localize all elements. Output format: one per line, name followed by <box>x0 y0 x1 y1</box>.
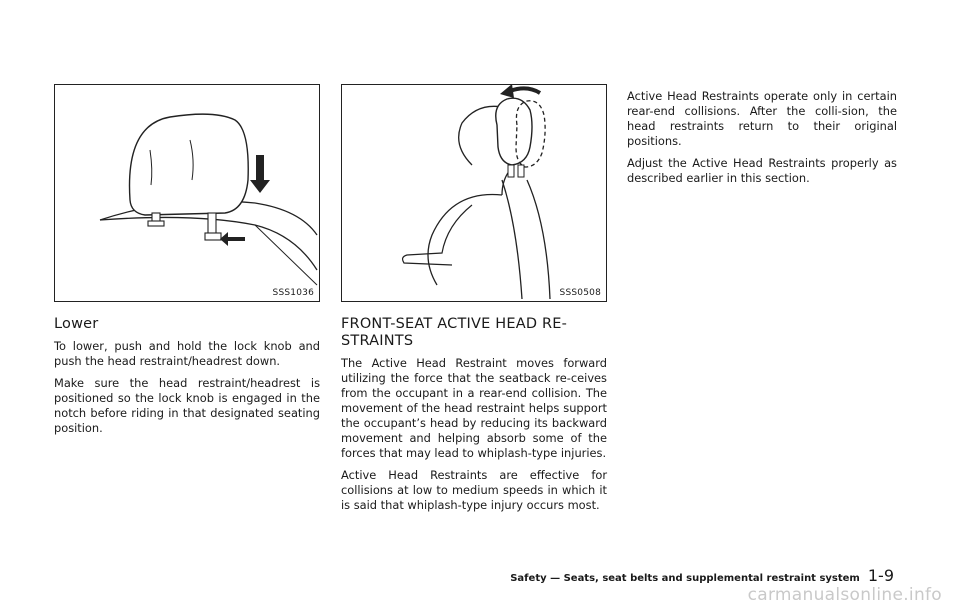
active-head-restraint-illustration <box>342 85 606 301</box>
figure-code: SSS1036 <box>272 288 314 298</box>
section-heading-lower: Lower <box>54 316 99 332</box>
column-2 <box>341 84 607 520</box>
heading-line-1: FRONT-SEAT ACTIVE HEAD RE- <box>341 316 568 332</box>
paragraph: To lower, push and hold the lock knob and push the head restraint/headrest down. <box>54 339 320 368</box>
page-footer <box>510 566 894 585</box>
paragraph: Active Head Restraints operate only in certain rear-end collisions. After the colli-sion, the head restraints return to their original positions. <box>627 89 897 148</box>
figure-headrest-lower <box>54 84 320 302</box>
column-1 <box>54 84 320 443</box>
headrest-lower-illustration <box>55 85 319 301</box>
paragraph: Adjust the Active Head Restraints properly as described earlier in this section. <box>627 156 897 185</box>
paragraph: Active Head Restraints are effective for collisions at low to medium speeds in which it is said that whiplash-type injury occurs most. <box>341 468 607 512</box>
figure-code: SSS0508 <box>559 288 601 298</box>
heading-line-2: STRAINTS <box>341 333 414 349</box>
column-3 <box>627 89 897 193</box>
figure-active-head-restraint <box>341 84 607 302</box>
watermark: carmanualsonline.info <box>747 585 942 605</box>
paragraph: Make sure the head restraint/headrest is positioned so the lock knob is engaged in the notch before riding in that designated seating position. <box>54 376 320 435</box>
section-heading-active-head-restraints <box>341 316 607 350</box>
paragraph: The Active Head Restraint moves forward utilizing the force that the seatback re-ceives from the occupant in a rear-end collision. The movement of the head restraint helps support the occupant’s head by reducing its backward movement and helping absorb some of the forces that may lead to whiplash-type injuries. <box>341 356 607 460</box>
page-number: 1-9 <box>867 566 894 585</box>
footer-section-title: Safety — Seats, seat belts and supplemental restraint system <box>510 573 860 584</box>
